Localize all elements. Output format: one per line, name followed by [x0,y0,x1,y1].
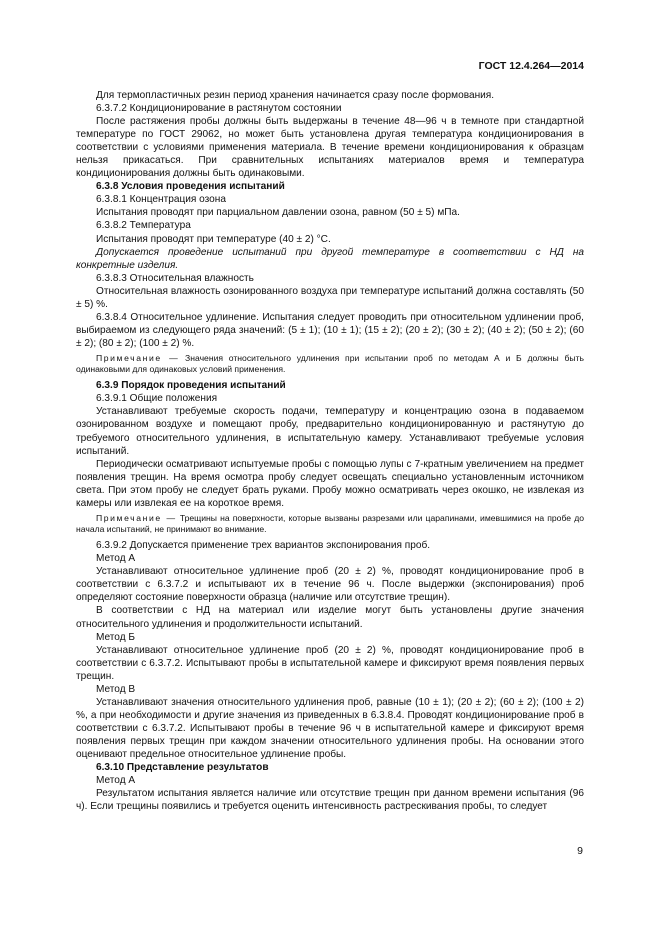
text-paragraph: Для термопластичных резин период хранения начинается сразу после формования. [96,90,495,101]
text-paragraph: 6.3.8.3 Относительная влажность [96,272,254,284]
document-header: ГОСТ 12.4.264—2014 [478,60,584,72]
page-number: 9 [577,845,583,857]
italic-paragraph: Допускается проведение испытаний при другой температуре в соответствии с НД на конкретные изделия. [76,246,584,271]
text-paragraph: Метод А [96,553,136,565]
text-paragraph: 6.3.9.2 Допускается применение трех вариантов экспонирования проб. [96,540,431,552]
text-paragraph: В соответствии с НД на материал или изделие могут быть установлены другие значения относительного удлинения и продолжительности испытаний. [76,605,584,630]
text-paragraph: Периодически осматривают испытуемые пробы с помощью лупы с 7-кратным увеличением на предмет появления трещин. На время осмотра пробу следует освещать специально установленным источником света. При этом пробу не следует брать руками. Пробу можно осматривать через окошко, не извлекая из камеры или извлекая ее на короткое время. [76,458,584,509]
section-heading: 6.3.9 Порядок проведения испытаний [96,380,286,392]
note-paragraph [76,353,584,375]
text-paragraph: Метод Б [96,631,136,643]
note-text: Трещины на поверхности, которые вызваны разрезами или царапинами, имевшимися на пробе до начала испытаний, не принимают во внимание. [76,512,584,535]
text-paragraph: Метод В [96,683,136,695]
text-paragraph: 6.3.9.1 Общие положения [96,393,218,405]
text-paragraph: 6.3.8.4 Относительное удлинение. Испытания следует проводить при относительном удлинении проб, выбираемом из следующего ряда значений: (5 ± 1); (10 ± 1); (15 ± 2); (20 ± 2); (30 ± 2); (40 ± 2); (50 ± 2); (60 ± 2); (80 ± 2); (100 ± 2) %. [76,311,584,349]
note-label: Примечание — [96,512,177,523]
text-paragraph: Устанавливают относительное удлинение проб (20 ± 2) %, проводят кондиционирование проб в соответствии с 6.3.7.2. Испытывают пробы в испытательной камере и фиксируют время появления первых трещин. [76,644,584,682]
note-paragraph [76,513,584,535]
text-paragraph: Относительная влажность озонированного воздуха при температуре испытаний должна составлять (50 ± 5) %. [76,285,584,310]
text-paragraph: 6.3.8.1 Концентрация озона [96,194,226,206]
note-text: Значения относительного удлинения при испытании проб по методам А и Б должны быть одинаковыми для одинаковых условий применения. [76,352,584,375]
text-paragraph: 6.3.7.2 Кондиционирование в растянутом состоянии [96,103,342,115]
text-paragraph: Устанавливают требуемые скорость подачи, температуру и концентрацию озона в подаваемом озонированном воздухе и помещают пробу, предварительно кондиционированную и растянутую до требуемого относительного удлинения, в испытательную камеру. Устанавливают требуемые условия испытаний. [76,406,584,457]
text-paragraph: 6.3.8.2 Температура [96,220,191,232]
text-paragraph: Испытания проводят при температуре (40 ± 2) °С. [96,233,331,245]
text-paragraph: Устанавливают относительное удлинение проб (20 ± 2) %, проводят кондиционирование проб в соответствии с 6.3.7.2 и испытывают их в течение 96 ч. После выдержки (экспонирования) проб определяют состояние поверхности образца (наличие или отсутствие трещин). [76,566,584,604]
note-label: Примечание — [96,352,180,363]
document-body [76,89,584,813]
text-paragraph: После растяжения пробы должны быть выдержаны в течение 48—96 ч в темноте при стандартной температуре по ГОСТ 29062, но может быть установлена другая температура кондиционирования в соответствии с условиями применения материала. В течение времени кондиционирования к образцам нельзя прикасаться. При сравнительных испытаниях материалов время и температура кондиционирования должны быть одинаковыми. [76,116,584,180]
text-paragraph: Результатом испытания является наличие или отсутствие трещин при данном времени испытания (96 ч). Если трещины появились и требуется оценить интенсивность растрескивания пробы, то следует [76,788,584,813]
text-paragraph: Испытания проводят при парциальном давлении озона, равном (50 ± 5) мПа. [96,207,460,219]
text-paragraph: Устанавливают значения относительного удлинения проб, равные (10 ± 1); (20 ± 2); (60 ± 2); (100 ± 2) %, а при необходимости и другие значения из приведенных в 6.3.8.4. Проводят кондиционирование проб в соответствии с 6.3.7.2. Испытывают пробы в течение 96 ч в испытательной камере и фиксируют время появления первых трещин при каждом значении относительного удлинения пробы. На основании этого оценивают предельное относительное удлинение пробы. [76,696,584,760]
text-paragraph: Метод А [96,775,136,787]
section-heading: 6.3.10 Представление результатов [96,762,269,774]
section-heading: 6.3.8 Условия проведения испытаний [96,181,285,193]
